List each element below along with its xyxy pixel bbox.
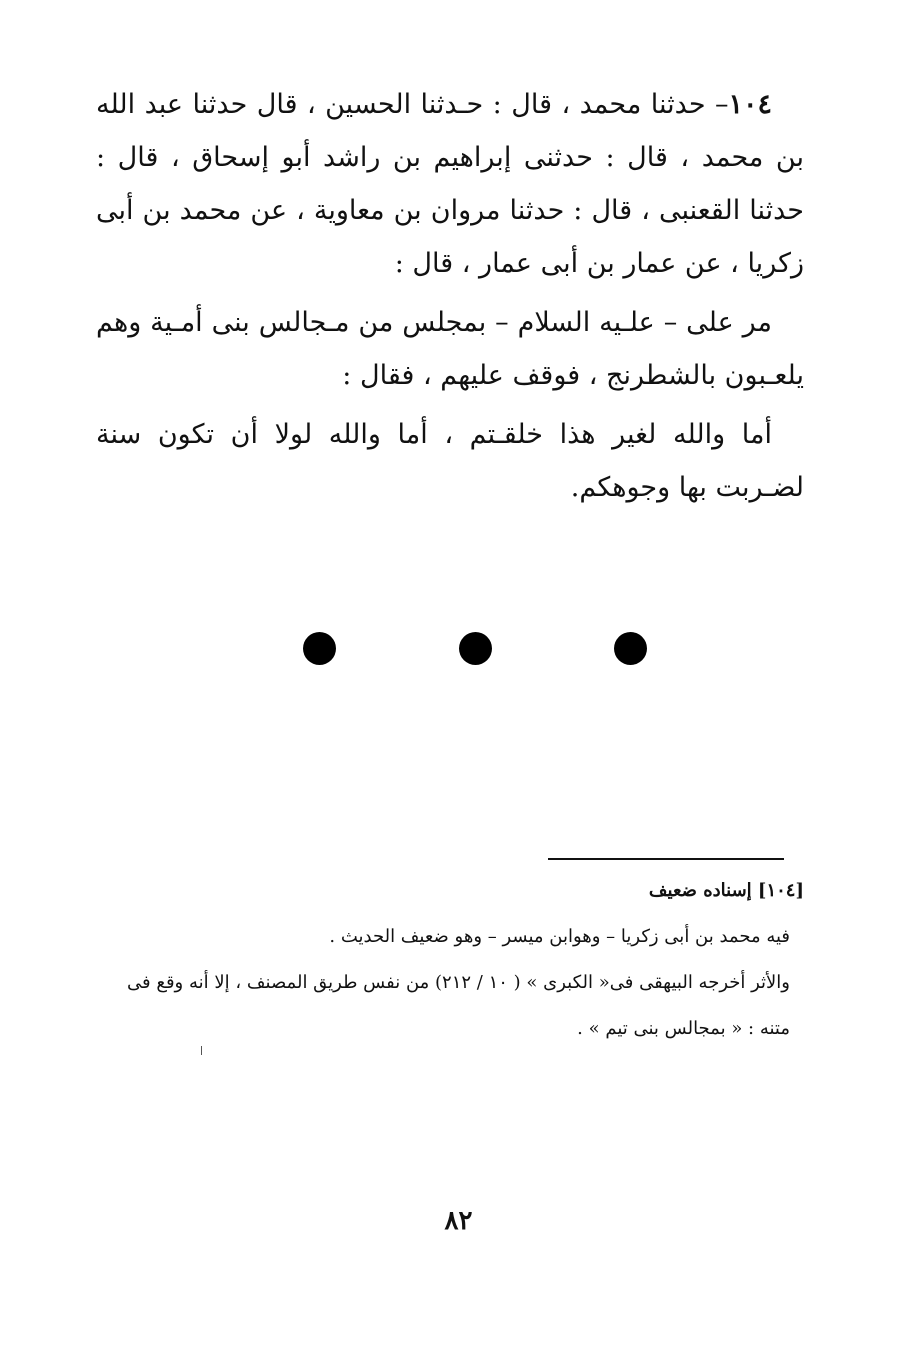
separator-dot-icon <box>614 632 647 665</box>
separator-dot-icon <box>459 632 492 665</box>
hadith-isnad: – حدثنا محمد ، قال : حـدثنا الحسين ، قال حدثنا عبد الله بن محمد ، قال : حدثنى إبراهيم بن راشد أبو إسحاق ، قال : حدثنا القعنبى ، قال : حدثنا مروان بن معاوية ، عن محمد بن أبى زكريا ، عن عمار بن أبى عمار ، قال : <box>96 89 804 279</box>
page-number: ٨٢ <box>444 1206 473 1236</box>
footnote-line: والأثر أخرجه البيهقى فى« الكبرى » ( ١٠ / ٢١٢) من نفس طريق المصنف ، إلا أنه وقع فى متنه : « بمجالس بنى تيم » . <box>127 972 790 1039</box>
saying-paragraph: أما والله لغير هذا خلقـتم ، أما والله لولا أن تكون سنة لضـربت بها وجوهكم. <box>96 419 804 503</box>
hadith-paragraph <box>96 78 804 290</box>
main-text <box>96 78 804 520</box>
narration-paragraph: مر على – علـيه السلام – بمجلس من مـجالس بنى أمـية وهم يلعـبون بالشطرنج ، فوقف عليهم ، فقال : <box>96 307 804 391</box>
footnote-heading: [١٠٤] إسناده ضعيف <box>648 880 804 901</box>
section-separator <box>300 632 650 672</box>
scan-speck <box>201 1046 202 1055</box>
footnote-divider <box>548 858 784 860</box>
separator-dot-icon <box>303 632 336 665</box>
footnote-line: فيه محمد بن أبى زكريا – وهوابن ميسر – وهو ضعيف الحديث . <box>329 926 790 947</box>
hadith-number: ١٠٤ <box>728 89 772 120</box>
footnotes <box>96 868 804 1052</box>
